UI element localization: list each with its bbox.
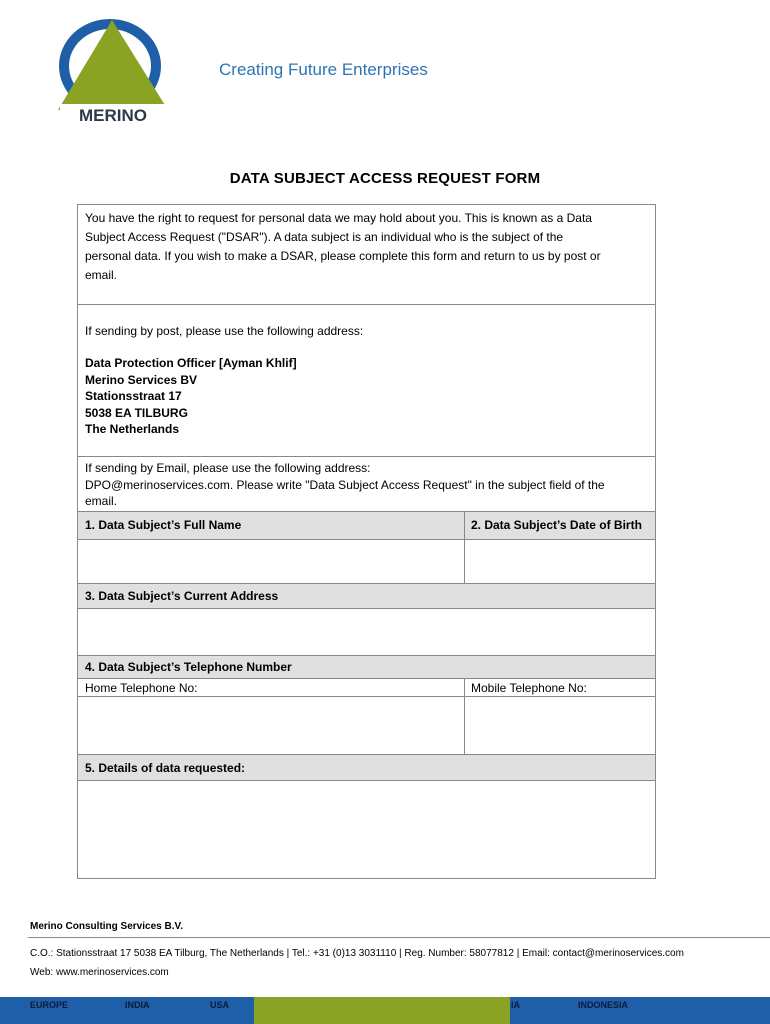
- postal-address: [78, 355, 304, 438]
- region-indonesia: INDONESIA: [578, 1000, 629, 1010]
- tagline: Creating Future Enterprises: [219, 60, 428, 79]
- full-name-label: 1. Data Subject’s Full Name: [85, 518, 242, 532]
- email-instruction: [78, 460, 612, 510]
- email-address-line: DPO@merinoservices.com. Please write "Data Subject Access Request" in the subject field of the: [85, 477, 605, 492]
- address-line: Data Protection Officer [Ayman Khlif]: [85, 356, 297, 370]
- logo-text: MERINO: [79, 106, 147, 125]
- mobile-telephone-label: Mobile Telephone No:: [471, 681, 587, 695]
- home-telephone-label: Home Telephone No:: [85, 681, 198, 695]
- full-name-field[interactable]: [78, 540, 464, 583]
- address-line: Stationsstraat 17: [85, 389, 182, 403]
- footer-company: Merino Consulting Services B.V.: [30, 921, 184, 932]
- region-europe: EUROPE: [30, 1000, 69, 1010]
- intro-paragraph: [78, 209, 657, 285]
- form-title: DATA SUBJECT ACCESS REQUEST FORM: [229, 170, 541, 187]
- intro-line: personal data. If you wish to make a DSAR, please complete this form and return to us by post or: [85, 249, 601, 263]
- merino-logo: [52, 18, 174, 126]
- home-telephone-field[interactable]: [78, 697, 464, 754]
- post-instruction: If sending by post, please use the following address:: [85, 324, 364, 338]
- footer-contact: C.O.: Stationsstraat 17 5038 EA Tilburg, The Netherlands | Tel.: +31 (0)13 3031110 | Reg. Number: 58077812 | Email: contact@merinoservices.com: [30, 948, 684, 959]
- intro-line: Subject Access Request ("DSAR"). A data subject is an individual who is the subject of the: [85, 230, 564, 244]
- region-usa: USA: [210, 1000, 230, 1010]
- footer-divider: [28, 937, 770, 938]
- dsar-form: [77, 204, 656, 879]
- address-line: The Netherlands: [85, 422, 180, 436]
- email-instruction-line: If sending by Email, please use the following address:: [85, 461, 371, 475]
- current-address-field[interactable]: [78, 609, 655, 655]
- intro-line: email.: [85, 268, 118, 282]
- footer-green-block: [254, 997, 510, 1024]
- telephone-label: 4. Data Subject’s Telephone Number: [85, 660, 292, 674]
- address-label: 3. Data Subject’s Current Address: [85, 589, 279, 603]
- footer-web: Web: www.merinoservices.com: [30, 967, 169, 978]
- address-line: Merino Services BV: [85, 372, 198, 387]
- details-label: 5. Details of data requested:: [85, 761, 246, 775]
- address-line: 5038 EA TILBURG: [85, 405, 188, 420]
- dob-label: 2. Data Subject’s Date of Birth: [471, 518, 642, 532]
- details-field[interactable]: [78, 781, 655, 878]
- region-india: INDIA: [125, 1000, 150, 1010]
- mobile-telephone-field[interactable]: [465, 697, 656, 754]
- dob-field[interactable]: [465, 540, 656, 583]
- region-partial: IA: [511, 1000, 520, 1010]
- intro-line: You have the right to request for personal data we may hold about you. This is known as a Data: [85, 211, 592, 225]
- email-instruction-line: email.: [85, 494, 118, 508]
